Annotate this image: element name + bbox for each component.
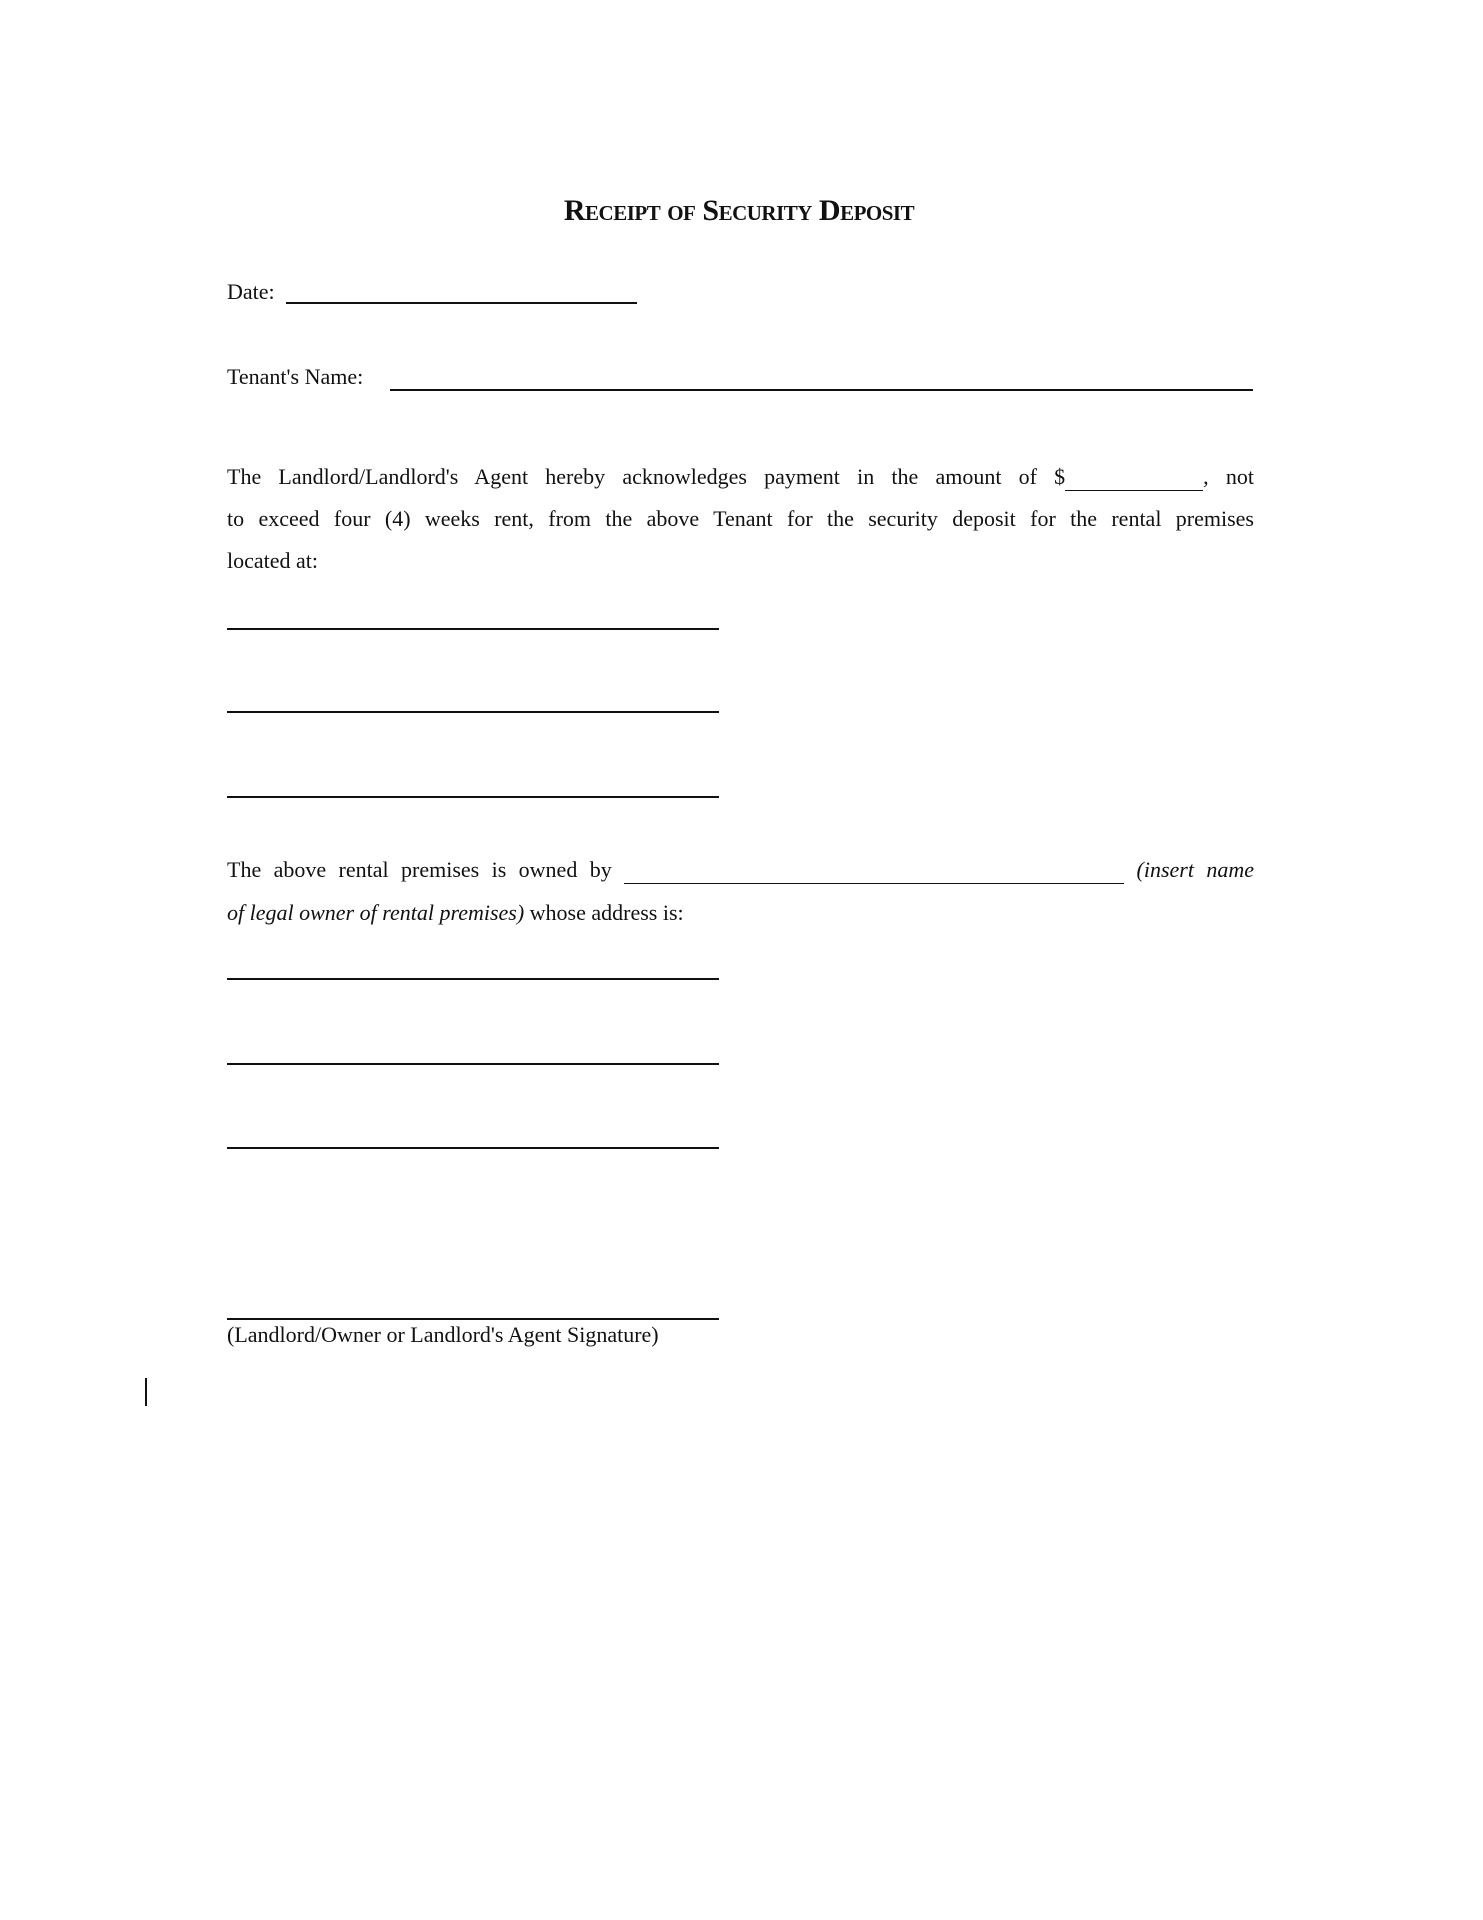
- owner-address-line-1[interactable]: [227, 978, 719, 980]
- premises-address-line-2[interactable]: [227, 711, 719, 713]
- date-label: Date:: [227, 279, 275, 304]
- owner-paragraph-line-1: [227, 857, 1254, 884]
- tenant-name-label: Tenant's Name:: [227, 364, 364, 389]
- page-title: Receipt of Security Deposit: [563, 194, 915, 227]
- owner-instruction: (insert name: [1136, 857, 1255, 882]
- signature-label: (Landlord/Owner or Landlord's Agent Signature): [227, 1322, 659, 1347]
- signature-line[interactable]: [227, 1318, 719, 1320]
- deposit-paragraph-line-3: located at:: [227, 548, 319, 573]
- premises-address-line-1[interactable]: [227, 628, 719, 630]
- deposit-paragraph-line-2: to exceed four (4) weeks rent, from the above Tenant for the security deposit for the rental premises: [227, 506, 1254, 531]
- owner-address-line-2[interactable]: [227, 1063, 719, 1065]
- owner-paragraph-line-2: [227, 900, 684, 926]
- deposit-text-suffix: , not: [1203, 464, 1254, 489]
- owner-text-suffix: whose address is:: [524, 900, 684, 925]
- owner-instruction-cont: of legal owner of rental premises): [227, 900, 525, 925]
- deposit-paragraph-line-1: [227, 464, 1254, 491]
- owner-name-field-blank[interactable]: [624, 857, 1124, 884]
- amount-field-blank[interactable]: [1065, 464, 1203, 491]
- premises-address-line-3[interactable]: [227, 796, 719, 798]
- owner-address-line-3[interactable]: [227, 1147, 719, 1149]
- date-field-line[interactable]: [286, 302, 637, 304]
- text-cursor: [145, 1378, 147, 1406]
- owner-text: The above rental premises is owned by: [227, 857, 612, 882]
- deposit-text: The Landlord/Landlord's Agent hereby acknowledges payment in the amount of $: [227, 464, 1066, 489]
- tenant-name-field-line[interactable]: [390, 389, 1253, 391]
